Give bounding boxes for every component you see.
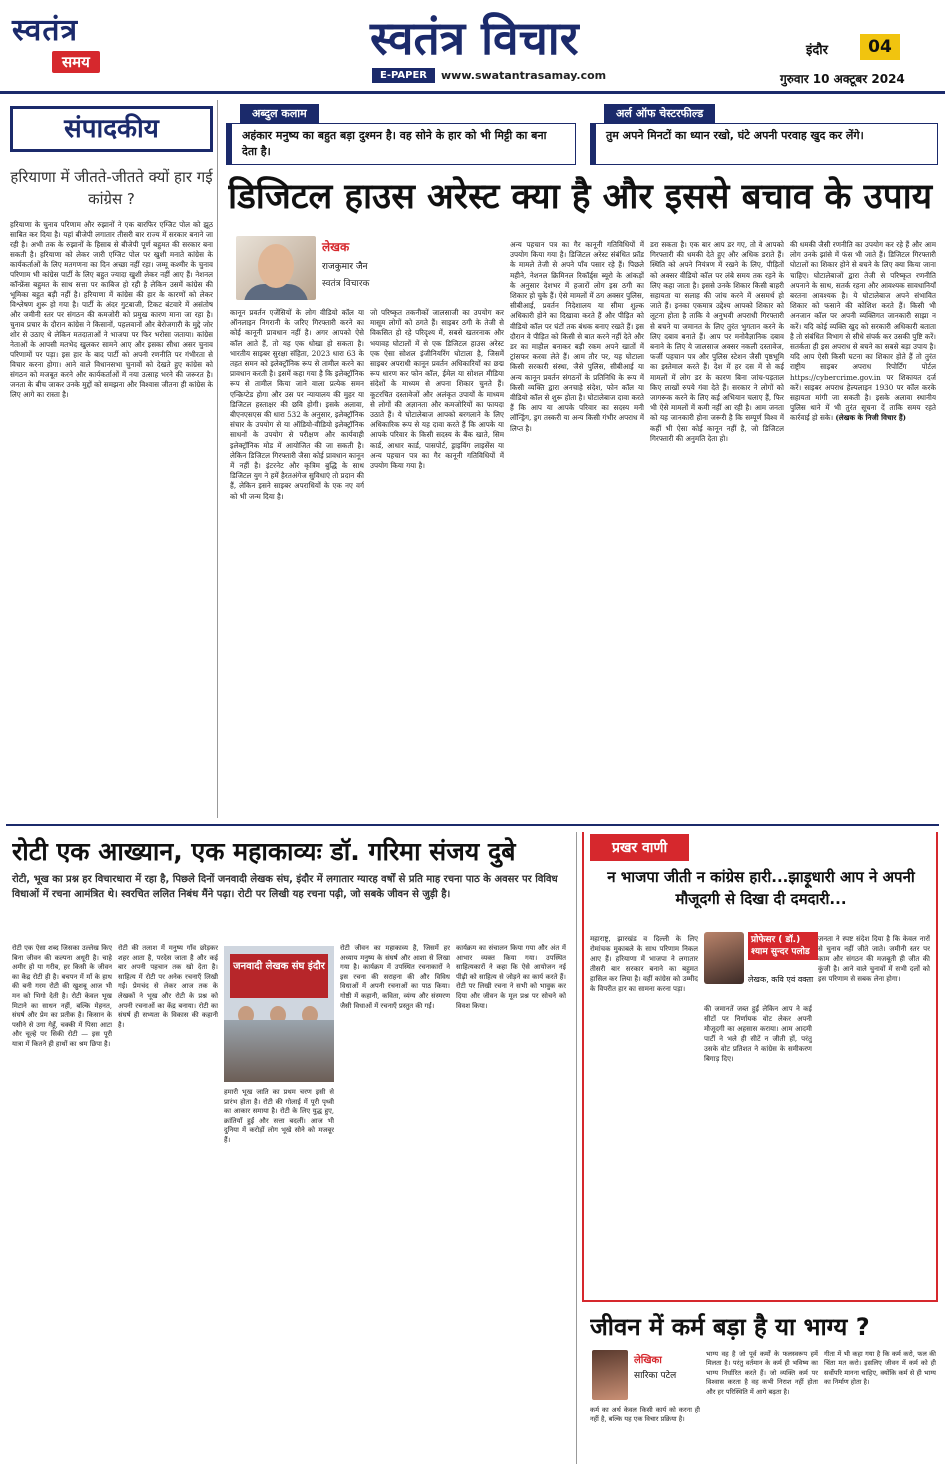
website-link[interactable]: www.swatantrasamay.com	[441, 68, 607, 82]
prakhar-column-3: जनता ने स्पष्ट संदेश दिया है कि केवल नारों से चुनाव नहीं जीते जाते। जमीनी स्तर पर काम और संगठन की मजबूती ही जीत की कुंजी है। आने वाले चुनावों में सभी दलों को इस परिणाम से सबक लेना होगा।	[818, 935, 930, 983]
prakhar-column-2: की जमानतें जब्त हुईं लेकिन आप ने कई सीटों पर निर्णायक वोट लेकर अपनी मौजूदगी का अहसास कराया। आम आदमी पार्टी ने भले ही सीटें न जीती हों, परंतु उसके वोट प्रतिशत ने कांग्रेस के समीकरण बिगाड़ दिए।	[704, 1005, 812, 1063]
jeevan-author-label: लेखिका	[634, 1355, 662, 1366]
logo-line1: स्वतंत्र	[12, 13, 79, 48]
editorial-body: हरियाणा के चुनाव परिणाम और रुझानों ने एक बारफिर एग्जिट पोल को झूठ साबित कर दिया है। यहां बीजेपी लगातार तीसरी बार राज्य में सरकार बनाने जा रही है। अभी तक के रुझानों के हिसाब से बीजेपी पूर्ण बहुमत की सरकार बना सकती है। हरियाणा को लेकर जारी एग्जिट पोल पर खुशी मनाते कांग्रेस के कार्यकर्ताओं के लिए मतगणना का दिन अच्छा नहीं रहा। जम्मू कश्मीर के चुनाव परिणाम भी कांग्रेस पार्टी के लिए बहुत ज्यादा खुशी लेकर नहीं आए हैं। नेशनल कॉन्फ्रेंस बहुमत के साथ सत्ता पर काबिज हो रही है लेकिन उसमें कांग्रेस की भूमिका बहुत बड़ी नहीं है। हरियाणा में कांग्रेस की हार के कारणों को लेकर विश्लेषण शुरू हो गया है। पार्टी के अंदर गुटबाजी, टिकट बंटवारे में असंतोष और जमीनी स्तर पर संगठन की कमजोरी को प्रमुख कारण माना जा रहा है। चुनाव प्रचार के दौरान कांग्रेस ने किसानों, पहलवानों और बेरोजगारी के मुद्दे जोर शोर से उठाए थे लेकिन मतदाताओं ने भाजपा पर फिर भरोसा जताया। कांग्रेस नेताओं के आपसी मतभेद खुलकर सामने आए और इसका सीधा असर चुनाव परिणामों पर पड़ा। इस हार के बाद पार्टी को अपनी रणनीति पर गंभीरता से विचार करना होगा। आने वाले विधानसभा चुनावों को देखते हुए कांग्रेस को संगठन को मजबूत करने और कार्यकर्ताओं में नया उत्साह भरने की जरूरत है। जनता के बीच जाकर उनके मुद्दों को समझना और विश्वास जीतना ही कांग्रेस के लिए आगे का रास्ता है।	[10, 220, 213, 399]
quote-text: तुम अपने मिनटों का ध्यान रखो, घंटे अपनी परवाह खुद कर लेंगे।	[590, 123, 938, 165]
jeevan-author-photo	[592, 1350, 628, 1400]
event-banner: जनवादी लेखक संघ इंदौर	[230, 954, 328, 998]
quote-box-chesterfield	[590, 102, 938, 160]
masthead	[0, 0, 945, 94]
issue-date: गुरुवार 10 अक्टूबर 2024	[780, 72, 905, 86]
author-photo	[236, 236, 316, 300]
edition-city: इंदौर	[806, 43, 828, 58]
jeevan-column-3: गीता में भी कहा गया है कि कर्म करो, फल की चिंता मत करो। इसलिए जीवन में कर्म को ही सर्वोपरि मानना चाहिए, क्योंकि कर्म से ही भाग्य का निर्माण होता है।	[824, 1350, 936, 1387]
prakhar-column-1: महाराष्ट्र, झारखंड व दिल्ली के लिए रोमांचक मुकाबले के साथ परिणाम निकल आए हैं। हरियाणा में भाजपा ने लगातार तीसरी बार सरकार बनाने का बहुमत हासिल कर लिया है। वहीं कांग्रेस को उम्मीद के विपरीत हार का सामना करना पड़ा।	[590, 935, 698, 993]
author-name: राजकुमार जैन	[322, 262, 368, 272]
lead-signoff: (लेखक के निजी विचार हैं)	[835, 413, 907, 423]
quote-author: अर्ल ऑफ चेस्टरफील्ड	[604, 104, 715, 123]
author-description: स्वतंत्र विचारक	[322, 279, 370, 289]
prakhar-author-photo	[704, 932, 744, 984]
lead-column-2: जो परिष्कृत तकनीकों जालसाजी का उपयोग कर मासूम लोगों को ठगते हैं। साइबर ठगी के तेजी से विकसित हो रहे परिदृश्य में, सबसे खतरनाक और भयावह घोटालों में से एक डिजिटल हाउस अरेस्ट एक ऐसा सोशल इंजीनियरिंग घोटाला है, जिसमें साइबर अपराधी कानून प्रवर्तन अधिकारियों का छद्म रूप धारण कर फोन कॉल, ईमेल या सोशल मीडिया संदेशों के माध्यम से अपना शिकार चुनते हैं। कूटरचित दस्तावेजों और अलंकृत उपायों के माध्यम से लोगों की अज्ञानता और कमजोरियों का फायदा उठाते हैं। ये घोटालेबाज आपको बरगलाने के लिए अधिकारिक रूप से यह दावा करते हैं कि आपके या आपके परिवार के किसी सदस्य के बैंक खाते, सिम कार्ड, आधार कार्ड, पासपोर्ट, ड्राइविंग लाइसेंस या अन्य पहचान पत्र का गैर कानूनी गतिविधियों में उपयोग किया गया है।	[370, 308, 504, 471]
prakhar-vani-tag: प्रखर वाणी	[590, 834, 689, 861]
editorial-column	[6, 100, 218, 818]
jeevan-headline[interactable]: जीवन में कर्म बड़ा है या भाग्य ?	[590, 1313, 870, 1341]
column-divider	[576, 832, 577, 1464]
article2-column-5: कार्यक्रम का संचालन किया गया और अंत में आभार व्यक्त किया गया। उपस्थित साहित्यकारों ने कहा कि ऐसे आयोजन नई पीढ़ी को साहित्य से जोड़ने का कार्य करते हैं। रोटी पर लिखी रचना ने सभी को भावुक कर दिया और जीवन के मूल प्रश्न पर सोचने को विवश किया।	[456, 944, 566, 1010]
event-photo	[224, 946, 334, 1082]
section-divider	[6, 824, 939, 826]
jeevan-author-name: सारिका पटेल	[634, 1371, 677, 1381]
prakhar-author-role: लेखक, कवि एवं वक्ता	[748, 975, 814, 984]
lead-column-3: अन्य पहचान पत्र का गैर कानूनी गतिविधियों में उपयोग किया गया है। डिजिटल अरेस्ट संबंधित फ्रॉड के मामले तेजी से अपने पाँव पसार रहे हैं। पिछले महीने, नेशनल क्रिमिनल रिकॉर्ड्स ब्यूरो के आंकड़ों के अनुसार देशभर में हजारों लोग इस ठगी का शिकार हो चुके हैं। ऐसे मामलों में ठग अक्सर पुलिस, सीबीआई, प्रवर्तन निदेशालय या सीमा शुल्क अधिकारी होने का दिखावा करते हैं और पीड़ित को वीडियो कॉल पर घंटों तक बंधक बनाए रखते हैं। इस दौरान वे पीड़ित को किसी से बात करने नहीं देते और डर का माहौल बनाकर बड़ी रकम अपने खातों में ट्रांसफर करवा लेते हैं। आम तौर पर, यह घोटाला किसी सरकारी संस्था, जैसे पुलिस, सीबीआई या अन्य कानून प्रवर्तन संगठनों के प्रतिनिधि के रूप में किसी व्यक्ति द्वारा अनचाहे संदेश, फोन कॉल या वीडियो कॉल से शुरू होता है। घोटालेबाज दावा करते हैं कि आप या आपके परिवार का सदस्य मनी लॉन्ड्रिंग, ड्रग तस्करी या अन्य किसी गंभीर अपराध में लिप्त है।	[510, 240, 644, 433]
lead-column-5	[790, 240, 936, 813]
page-title: स्वतंत्र विचार	[370, 11, 579, 65]
newspaper-logo[interactable]	[12, 8, 162, 86]
prakhar-author-name: प्रोफेसर ( डॉ.) श्याम सुन्दर पलोड	[748, 932, 818, 960]
lead-column-4: डरा सकता है। एक बार आप डर गए, तो वे आपको गिरफ्तारी की धमकी देते हुए और अधिक डराते हैं। स्थिति को अपने नियंत्रण में रखने के लिए, पीड़ितों को अक्सर वीडियो कॉल पर लंबे समय तक रहने के लिए कहा जाता है। इससे उनके शिकार किसी बाहरी सहायता या सलाह की जांच करने में असमर्थ हो जाते हैं। इनका एकमात्र उद्देश्य आपको शिकार को लूटना होता है ताकि वे अनुभवी अपराधी गिरफ्तारी से बचने या जमानत के लिए तुरंत भुगतान करने के लिए दबाव बनाते हैं। आप पर मनोवैज्ञानिक दबाव बनाने के लिए ये जालसाज अक्सर नकली दस्तावेज, फर्जी पहचान पत्र और पुलिस स्टेशन जैसी पृष्ठभूमि का इस्तेमाल करते हैं। देश में हर दस में से कई मामलों में लोग डर के कारण बिना जांच-पड़ताल किए लाखों रुपये गंवा देते हैं। सरकार ने लोगों को जागरूक करने के लिए कई अभियान चलाए हैं, फिर भी ऐसे मामलों में कमी नहीं आ रही है। आम जनता को यह जानकारी होना जरूरी है कि सम्पूर्ण विश्व में कहीं भी ऐसा कोई कानून नहीं है, जो डिजिटल गिरफ्तारी की अनुमति देता हो।	[650, 240, 784, 443]
lead-column-5-text: की धमकी जैसी रणनीति का उपयोग कर रहे हैं और आम लोग उनके झांसे में फंस भी जाते हैं। डिजिटल गिरफ्तारी घोटालों का शिकार होने से बचने के लिए क्या किया जाना चाहिए। घोटालेबाजों द्वारा तेजी से परिष्कृत रणनीति अपनाने के साथ, सतर्क रहना और आवश्यक सावधानियाँ बरतना आवश्यक है। ये घोटालेबाज अपने संभावित शिकार को फसाने की कोशिश करते हैं। किसी भी अनजान कॉल पर अपनी व्यक्तिगत जानकारी साझा न करें। यदि कोई व्यक्ति खुद को सरकारी अधिकारी बताता है तो संबंधित विभाग से सीधे संपर्क कर उसकी पुष्टि करें। सतर्कता ही इस अपराध से बचने का सबसे बड़ा उपाय है। यदि आप ऐसी किसी घटना का शिकार होते हैं तो तुरंत राष्ट्रीय साइबर अपराध रिपोर्टिंग पोर्टल https://cybercrime.gov.in पर शिकायत दर्ज करें। साइबर अपराध हेल्पलाइन 1930 पर कॉल करके सहायता मांगी जा सकती है। इसके अलावा स्थानीय पुलिस थाने में भी तुरंत सूचना दें ताकि समय रहते कार्रवाई हो सके।	[790, 240, 936, 423]
jeevan-column-2: भाग्य वह है जो पूर्व कर्मों के फलस्वरूप हमें मिलता है। परंतु वर्तमान के कर्म ही भविष्य का भाग्य निर्धारित करते हैं। जो व्यक्ति कर्म पर विश्वास करता है वह कभी निराश नहीं होता और हर परिस्थिति में आगे बढ़ता है।	[706, 1350, 818, 1396]
article2-deck: रोटी, भूख का प्रश्न हर विचारधारा में रहा है, पिछले दिनों जनवादी लेखक संघ, इंदौर में लगातार ग्यारह वर्षों से प्रति माह रचना पाठ के अवसर पर विविध विधाओं में रचना आमंत्रित थे। स्वरचित ललित निबंध मैंने पढ़ा। रोटी पर लिखी यह रचना पढ़ी, जो सबके जीवन से जुड़ी है।	[12, 874, 558, 900]
epaper-tag: E-PAPER	[372, 68, 435, 83]
author-byline	[322, 238, 422, 289]
prakhar-headline[interactable]: न भाजपा जीती न कांग्रेस हारी...झाड़ूधारी आप ने अपनी मौजूदगी से दिखा दी दमदारी...	[607, 868, 915, 908]
logo-line2: समय	[52, 51, 100, 73]
quote-box-kalam	[226, 102, 576, 160]
article2-column-3: हमारी भूख जाति का प्रथम चरण इसी से प्रारंभ होता है। रोटी की गोलाई में पूरी पृथ्वी का आकार समाया है। रोटी के लिए युद्ध हुए, क्रांतियाँ हुईं और सत्ता बदलीं। आज भी दुनिया में करोड़ों लोग भूखे सोने को मजबूर हैं।	[224, 1088, 334, 1144]
article2-column-2: रोटी की तलाश में मनुष्य गाँव छोड़कर शहर आता है, परदेस जाता है और कई बार अपनी पहचान तक खो देता है। साहित्य में रोटी पर अनेक रचनाएँ लिखी गईं। प्रेमचंद से लेकर आज तक के लेखकों ने भूख और रोटी के प्रश्न को अपनी रचनाओं का केंद्र बनाया। रोटी का संघर्ष ही सभ्यता के विकास की कहानी है।	[118, 944, 218, 1029]
editorial-title: हरियाणा में जीतते-जीतते क्यों हार गई कांग्रेस ?	[10, 168, 213, 208]
lead-column-1: कानून प्रवर्तन एजेंसियों के लोग वीडियो कॉल या ऑनलाइन निगरानी के जरिए गिरफ्तारी करने का कोई कानूनी प्रावधान नहीं है। अगर आपको ऐसे कॉल आते हैं, तो यह एक धोखा हो सकता है। भारतीय साइबर सुरक्षा संहिता, 2023 धारा 63 के तहत समन को इलेक्ट्रॉनिक रूप से तामील करने का प्रावधान करती है। इसमें कहा गया है कि इलेक्ट्रॉनिक रूप से तामील किया जाने वाला प्रत्येक समन एन्क्रिप्टेड होगा और उस पर न्यायालय की मुहर या डिजिटल हस्ताक्षर की छवि होगी। इसके अलावा, बीएनएसएस की धारा 532 के अनुसार, इलेक्ट्रॉनिक संचार के उपयोग से या ऑडियो-वीडियो इलेक्ट्रॉनिक साधनों के उपयोग से परीक्षण और कार्यवाही इलेक्ट्रॉनिक मोड में आयोजित की जा सकती है। लेकिन डिजिटल गिरफ्तारी जैसा कोई प्रावधान कानून में नहीं है। इंटरनेट और कृत्रिम बुद्धि के साथ डिजिटल युग ने हमें हैरतअंगेज सुविधाएं तो प्रदान की हैं, लेकिन इसने साइबर अपराधियों के एक नए वर्ग को भी जन्म दिया है।	[230, 308, 364, 501]
quote-text: अहंकार मनुष्य का बहुत बड़ा दुश्मन है। वह सोने के हार को भी मिट्टी का बना देता है।	[226, 123, 576, 165]
page-number: 04	[860, 34, 900, 60]
epaper-bar	[372, 66, 606, 84]
editorial-heading: संपादकीय	[10, 106, 213, 152]
lead-headline[interactable]: डिजिटल हाउस अरेस्ट क्या है और इससे बचाव के उपाय	[228, 177, 933, 217]
prakhar-author	[704, 932, 814, 998]
author-label: लेखक	[322, 240, 350, 254]
article2-column-1: रोटी एक ऐसा शब्द जिसका उल्लेख किए बिना जीवन की कल्पना अधूरी है। चाहे अमीर हो या गरीब, हर किसी के जीवन का केंद्र रोटी ही है। बचपन में माँ के हाथ की बनी गरम रोटी की खुशबू आज भी मन को भिगो देती है। रोटी केवल भूख मिटाने का साधन नहीं, बल्कि मेहनत, संघर्ष और प्रेम का प्रतीक है। किसान के पसीने से उगा गेहूँ, चक्की में पिसा आटा और चूल्हे पर सिकी रोटी — इस पूरी यात्रा में कितने ही हाथों का श्रम छिपा है।	[12, 944, 112, 1048]
jeevan-column-1: कर्म का अर्थ केवल किसी कार्य को करना ही नहीं है, बल्कि यह एक विचार प्रक्रिया है।	[590, 1406, 700, 1424]
article2-column-4: रोटी जीवन का महाकाव्य है, जिसमें हर अध्याय मनुष्य के संघर्ष और आशा से लिखा गया है। कार्यक्रम में उपस्थित रचनाकारों ने इस रचना की सराहना की और विविध विधाओं में अपनी रचनाओं का पाठ किया। गोष्ठी में कहानी, कविता, व्यंग्य और संस्मरण जैसी विधाओं में रचनाएँ प्रस्तुत की गईं।	[340, 944, 450, 1010]
quote-author: अब्दुल कलाम	[240, 104, 319, 123]
article2-headline[interactable]: रोटी एक आख्यान, एक महाकाव्यः डॉ. गरिमा संजय दुबे	[12, 837, 516, 866]
